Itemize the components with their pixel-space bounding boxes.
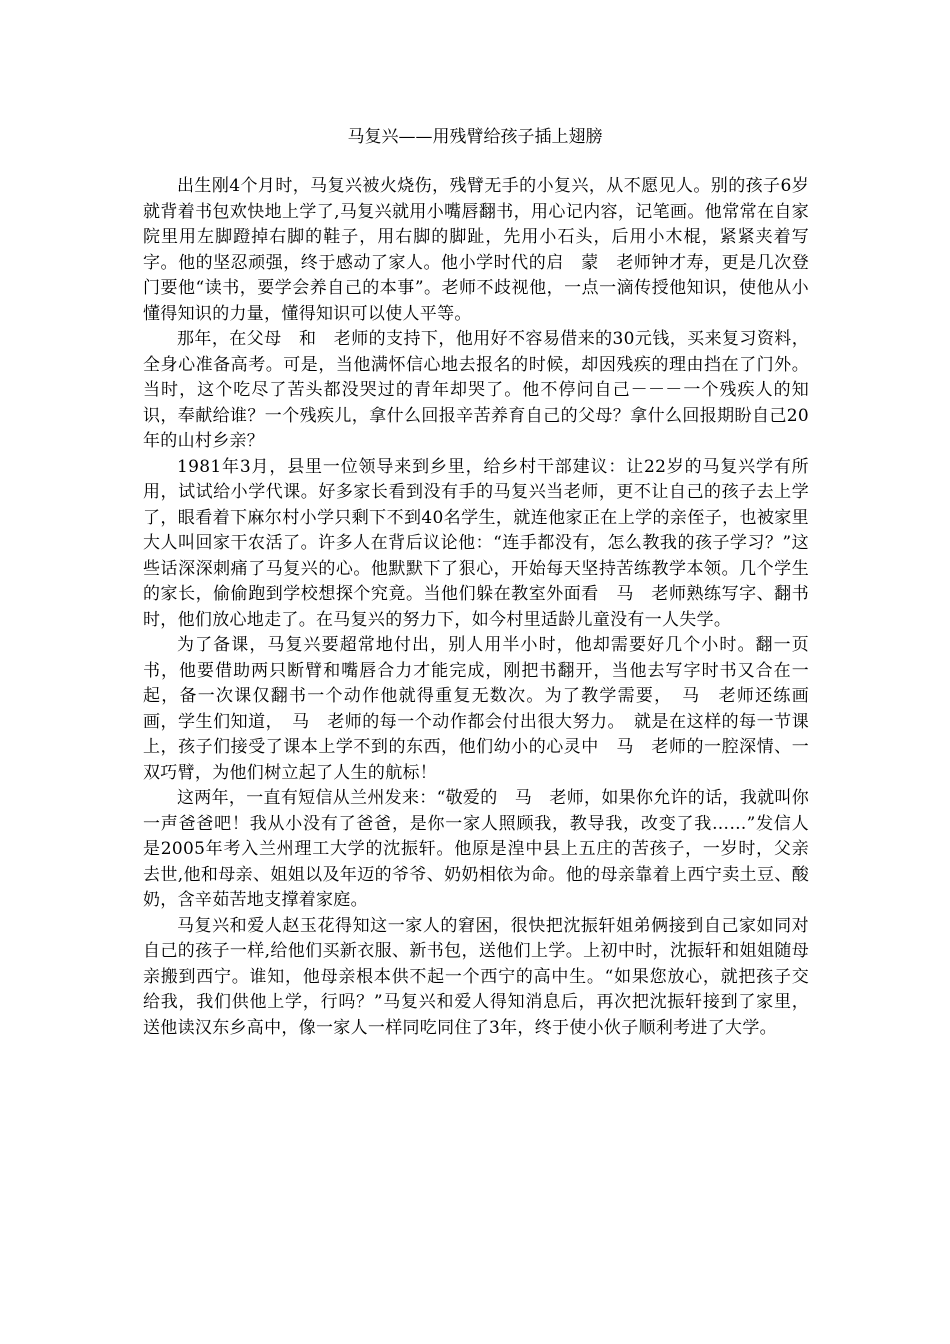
document-title: 马复兴——用残臂给孩子插上翅膀 [347,127,603,147]
paragraph-1: 出生刚4个月时，马复兴被火烧伤，残臂无手的小复兴，从不愿见人。别的孩子6岁就背着书包欢快地上学了,马复兴就用小嘴唇翻书，用心记内容，记笔画。他常常在自家院里用左脚蹬掉右脚的鞋子，用右脚的脚趾，先用小石头，后用小木棍，紧紧夹着写字。他的坚忍顽强，终于感动了家人。他小学时代的启 蒙 老师钟才寿，更是几次登门要他“读书，要学会养自己的本事”。老师不歧视他，一点一滴传授他知识，使他从小懂得知识的力量，懂得知识可以使人平等。 [143,176,809,324]
paragraph-5: 这两年，一直有短信从兰州发来：“敬爱的 马 老师，如果你允许的话，我就叫你一声爸爸吧！我从小没有了爸爸，是你一家人照顾我，教导我，改变了我……”发信人是2005年考入兰州理工大学的沈振轩。他原是湟中县上五庄的苦孩子，一岁时，父亲去世,他和母亲、姐姐以及年迈的爷爷、奶奶相依为命。他的母亲靠着上西宁卖土豆、酸奶，含辛茹苦地支撑着家庭。 [143,788,809,910]
paragraph-6: 马复兴和爱人赵玉花得知这一家人的窘困，很快把沈振轩姐弟俩接到自己家如同对自己的孩子一样,给他们买新衣服、新书包，送他们上学。上初中时，沈振轩和姐姐随母亲搬到西宁。谁知，他母亲根本供不起一个西宁的高中生。“如果您放心，就把孩子交给我，我们供他上学，行吗？”马复兴和爱人得知消息后，再次把沈振轩接到了家里，送他读汉东乡高中，像一家人一样同吃同住了3年，终于使小伙子顺利考进了大学。 [143,915,809,1038]
paragraph-4: 为了备课，马复兴要超常地付出，别人用半小时，他却需要好几个小时。翻一页书，他要借助两只断臂和嘴唇合力才能完成，刚把书翻开，当他去写字时书又合在一起，备一次课仅翻书一个动作他就得重复无数次。为了教学需要， 马 老师还练画画，学生们知道， 马 老师的每一个动作都会付出很大努力。 就是在这样的每一节课上，孩子们接受了课本上学不到的东西，他们幼小的心灵中 马 老师的一腔深情、一双巧臂，为他们树立起了人生的航标！ [143,635,809,783]
document-body [143,174,809,1041]
paragraph-2: 那年，在父母 和 老师的支持下，他用好不容易借来的30元钱，买来复习资料，全身心准备高考。可是，当他满怀信心地去报名的时候，却因残疾的理由挡在了门外。当时，这个吃尽了苦头都没哭过的青年却哭了。他不停问自己－－－一个残疾人的知识，奉献给谁？一个残疾儿，拿什么回报辛苦养育自己的父母？拿什么回报期盼自己20年的山村乡亲？ [143,329,809,451]
paragraph-3: 1981年3月，县里一位领导来到乡里，给乡村干部建议：让22岁的马复兴学有所用，试试给小学代课。好多家长看到没有手的马复兴当老师，更不让自己的孩子去上学了，眼看着下麻尔村小学只剩下不到40名学生，就连他家正在上学的亲侄子，也被家里大人叫回家干农活了。许多人在背后议论他：“连手都没有，怎么教我的孩子学习？”这些话深深刺痛了马复兴的心。他默默下了狠心，开始每天坚持苦练教学本领。几个学生的家长，偷偷跑到学校想探个究竟。当他们躲在教室外面看 马 老师熟练写字、翻书时，他们放心地走了。在马复兴的努力下，如今村里适龄儿童没有一人失学。 [143,456,809,630]
